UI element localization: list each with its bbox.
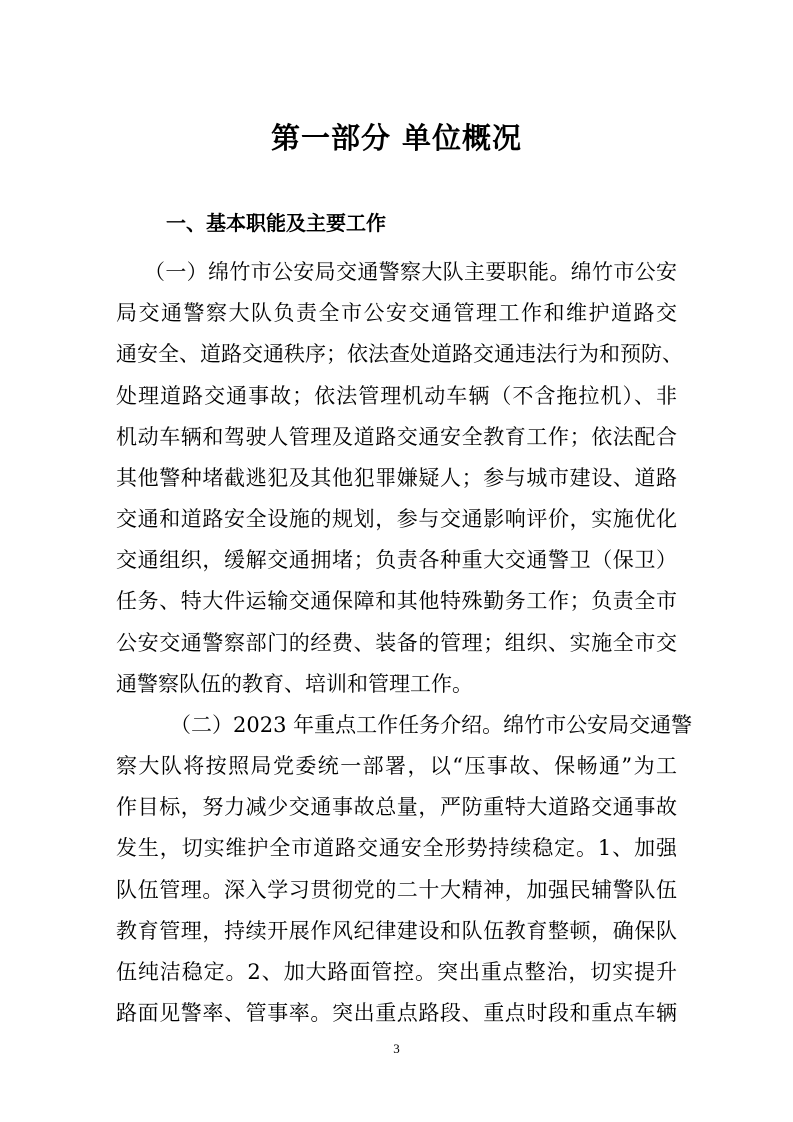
paragraph-line: 发生，切实维护全市道路交通安全形势持续稳定。1、加强 xyxy=(116,836,677,860)
paragraph-line: 作目标，努力减少交通事故总量，严防重特大道路交通事故 xyxy=(116,795,677,819)
paragraph-line: 通警察队伍的教育、培训和管理工作。 xyxy=(116,672,473,696)
paragraph-line: （一）绵竹市公安局交通警察大队主要职能。绵竹市公安 xyxy=(144,260,677,284)
paragraph-line: 通安全、道路交通秩序；依法查处道路交通违法行为和预防、 xyxy=(116,342,683,366)
paragraph-line: （二）2023 年重点工作任务介绍。绵竹市公安局交通警 xyxy=(170,713,693,737)
paragraph-line: 处理道路交通事故；依法管理机动车辆（不含拖拉机）、非 xyxy=(116,384,677,408)
section-heading: 一、基本职能及主要工作 xyxy=(166,211,386,235)
paragraph-line: 伍纯洁稳定。2、加大路面管控。突出重点整治，切实提升 xyxy=(116,960,677,984)
paragraph-line: 机动车辆和驾驶人管理及道路交通安全教育工作；依法配合 xyxy=(116,425,677,449)
paragraph-line: 任务、特大件运输交通保障和其他特殊勤务工作；负责全市 xyxy=(116,589,677,613)
page-title: 第一部分 单位概况 xyxy=(270,121,523,155)
paragraph-line: 公安交通警察部门的经费、装备的管理；组织、实施全市交 xyxy=(116,631,677,655)
paragraph-line: 其他警种堵截逃犯及其他犯罪嫌疑人；参与城市建设、道路 xyxy=(116,466,677,490)
paragraph-line: 局交通警察大队负责全市公安交通管理工作和维护道路交 xyxy=(116,301,677,325)
paragraph-line: 路面见警率、管事率。突出重点路段、重点时段和重点车辆 xyxy=(116,1001,677,1025)
paragraph-line: 交通组织，缓解交通拥堵；负责各种重大交通警卫（保卫） xyxy=(116,548,677,572)
paragraph-line: 教育管理，持续开展作风纪律建设和队伍教育整顿，确保队 xyxy=(116,919,677,943)
paragraph-line: 察大队将按照局党委统一部署，以“压事故、保畅通”为工 xyxy=(116,754,677,778)
page-number: 3 xyxy=(393,1041,400,1056)
paragraph-line: 队伍管理。深入学习贯彻党的二十大精神，加强民辅警队伍 xyxy=(116,878,677,902)
paragraph-line: 交通和道路安全设施的规划，参与交通影响评价，实施优化 xyxy=(116,507,677,531)
